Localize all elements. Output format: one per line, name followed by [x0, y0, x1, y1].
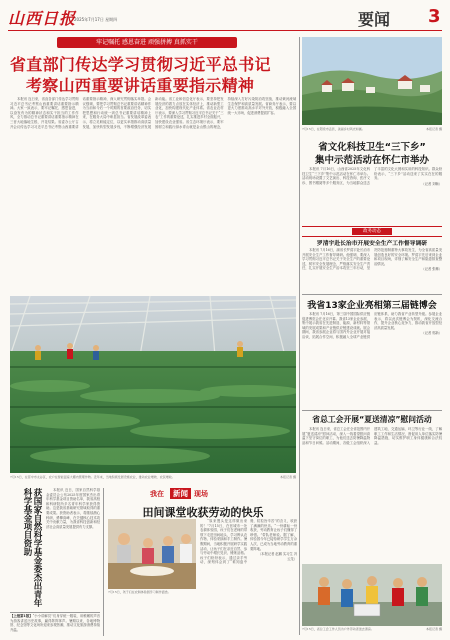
- story13-sign: （记者 郭新）: [421, 331, 442, 336]
- lead-body-text: 本报讯 连日来，省直各部门传达学习贯彻习近平总书记考察山西重要讲话重要指示精神。大家一致表示，要牢记嘱托、感恩奋进，以奋发有为的精神状态和实干担当的工作作风，全力推动总书记重要讲话重要指示精神在三晋大地落地生根、开花结果。省委办公厅召开会议传达学习习近平总书记考察山西重要讲话重要指示精神，深入研究贯彻落实举措。会议强调，要把学习贯彻总书记重要讲话精神作为当前和今后一个时期的首要政治任务，切实把思想和行动统一到总书记重要讲话精神上来，在服务大局中彰显担当。省发展改革委表示，将立足职能定位，以更实举措推动高质量发展，加快转型发展步伐，不断增强经济发展新动能。省工业和信息化厅表示，要坚持把发展经济的着力点放在实体经济上，推动新型工业化，加快构建现代化产业体系。省农业农村厅表示，要深入学习贯彻习近平总书记关于“三农”工作的重要论述，扎实推进乡村全面振兴，加快建设农业强省。省生态环境厅表示，要牢固树立和践行绿水青山就是金山银山的理念，持续深入打好污染防治攻坚战，推动黄河流域生态保护和高质量发展。省商务厅表示，要以更大力度推动高水平对外开放，积极融入全国统一大市场，促进消费提质扩容。: [10, 97, 296, 129]
- feature-sign: （本报记者 赵鹏 实习生 冯云龙）: [257, 552, 297, 561]
- science-fund-body-text: 本报讯 近日，国家自然科学基金委员会公布2025年度国家杰出青年科学基金项目资助名单，我省高校和科研院所多名青年科学家获得资助。这是我省基础研究领域取得的重要成果。获资助者表示，将继续潜心科研、勇攀高峰，在关键核心技术攻关中贡献力量，为我省科技创新和经济社会高质量发展提供有力支撑。: [46, 488, 100, 529]
- feature-badge-1: 我在: [150, 490, 164, 498]
- science-fund-title-text: 获国家自然科学基金委杰出青年科学基金项目资助: [22, 488, 42, 607]
- greenhouse-illustration: [10, 296, 296, 473]
- lead-photo-credit: 本报记者 摄: [280, 475, 296, 479]
- masthead-rule: [8, 30, 442, 31]
- feature-body-right: [200, 519, 297, 635]
- issue-date: 2025年7月17日 星期四: [74, 17, 118, 22]
- gov-body-text: 本报讯 7月16日，副省长罗清宇赴长治市开展安全生产工作督导调研。他强调，要深入学习贯彻习近平总书记关于安全生产的重要论述，树牢安全发展理念，严格落实安全生产责任，扎实开展安全生产治本攻坚三年行动，坚决防范遏制重特大事故发生，为全省高质量发展创造良好的安全环境。罗清宇先后来到企业和项目现场，详细了解安全生产和隐患排查整治情况。: [302, 248, 442, 271]
- union-title: 省总工会开展“夏送清凉”慰问活动: [312, 415, 432, 424]
- union-body-text: 本报讯 连日来，省总工会在全省范围内开展“夏送清凉”慰问活动，深入一线看望慰问高温下坚守岗位的职工，为他们送去防暑降温物品和节日问候。活动期间，各级工会组织深入建筑工地、交通运输、环卫等行业一线，了解职工工作和生活情况，督促用人单位落实防暑降温措施，切实维护职工身体健康和合法权益。: [302, 427, 442, 445]
- feature-photo-caption: 7月15日，孩子们在农耕体验园学习制作面食。: [108, 590, 171, 594]
- union-caption: [302, 627, 442, 635]
- lead-kicker: 牢记嘱托 感恩奋进 顽强拼搏 真抓实干: [57, 37, 237, 48]
- feature-badge: [150, 488, 260, 500]
- workers-illustration: [302, 564, 442, 626]
- sanxiaxiang-body: [302, 167, 442, 221]
- continued-note: [10, 614, 100, 636]
- column-divider: [299, 37, 300, 635]
- sanxiaxiang-title-line1: 省文化科技卫生“三下乡”: [318, 142, 426, 153]
- right-top-caption-text: 7月15日，在阳泉市盂县，美丽乡村风光如画。: [302, 127, 365, 131]
- gov-body: [302, 248, 442, 292]
- union-photo: [302, 564, 442, 626]
- right-divider-2: [302, 410, 442, 411]
- newspaper-logo: 山西日报: [8, 9, 77, 28]
- feature-photo: [108, 519, 196, 589]
- science-fund-title: [10, 488, 42, 608]
- lead-photo-caption-text: 7月15日，在晋中市太谷区，农户在智能温室大棚内管理作物。近年来，当地积极发展设施农业，推动农业增效、农民增收。: [10, 475, 175, 479]
- page-number: 3: [428, 6, 441, 27]
- left-vertical-divider: [103, 488, 104, 636]
- gov-tag-bar: [302, 226, 442, 237]
- right-top-caption: [302, 127, 442, 135]
- lead-title-line1: 省直部门传达学习贯彻习近平总书记: [10, 55, 271, 74]
- sanxiaxiang-title-line2: 集中示范活动在怀仁市举办: [314, 155, 429, 166]
- lead-photo-caption: [10, 475, 296, 484]
- lead-photo: [10, 296, 296, 473]
- science-fund-body: [46, 488, 100, 610]
- gov-title: 罗清宇赴长治市开展安全生产工作督导调研: [316, 241, 428, 247]
- union-body: [302, 427, 442, 561]
- feature-body-left: [108, 599, 196, 635]
- right-top-photo: [302, 37, 442, 125]
- union-caption-text: 7月15日，省总工会工作人员为户外劳动者送去清凉。: [302, 627, 374, 631]
- sanxiaxiang-sign: （记者 刘畅）: [421, 181, 442, 186]
- story13-body-text: 本报讯 7月16日，第三届中国国际供应链促进博览会在北京开幕。我省13家企业参展，集中展示我省在先进制造、能源、新材料等领域的发展成果和产业链供应链建设成就。展会期间，我省参展企业将与国内外企业开展对接洽谈，拓展合作空间，积极融入全球产业链供应链体系，助力我省产业转型升级。参展企业表示，将以此次链博会为契机，深化交流合作，提升企业核心竞争力，推动我省开放型经济高质量发展。: [302, 312, 442, 339]
- feature-body-text: “原来馒头是这样做出来的！”7月15日，在晋城市一处农耕体验园，孩子们在老师的带领下走进田间地头，学习辨认农作物、体验采摘和手工制作。暑假期间，当地积极开展研学实践活动，让孩子们在亲近自然、参与劳动中增长见识、锤炼品格。孩子们纷纷表示，通过亲手劳动，深刻体会到了“谁知盘中餐，粒粒皆辛苦”的含义，收获了满满的快乐。“一份耕耘一份收获，劳动教育让孩子们懂得了珍惜。”带队老师说。据了解，体验园今年已接待研学学生万余人次，已成为当地劳动教育的重要阵地。: [200, 519, 297, 565]
- story13-title: 我省13家企业亮相第三届链博会: [307, 301, 437, 311]
- section-name: 要闻: [358, 10, 391, 29]
- right-top-credit: 本报记者 摄: [426, 127, 442, 131]
- masthead: [8, 6, 442, 30]
- children-cooking-illustration: [108, 519, 196, 589]
- village-landscape-illustration: [302, 37, 442, 125]
- union-credit: 本报记者 摄: [426, 627, 442, 631]
- continued-note-title: 【上接第1版】: [10, 614, 33, 618]
- sanxiaxiang-body-text: 本报讯 7月16日，山西省2025年文化科技卫生“三下乡”集中示范活动在怀仁市举办。活动现场设置了文艺演出、科技咨询、医疗义诊、图书赠阅等多个服务区，为当地群众送去了丰富的文化大餐和实用的科技知识。群众纷纷表示，“三下乡”活动送来了实实在在的服务。: [302, 167, 442, 185]
- continued-note-body: “小小讲解员”们身穿统一服装，用稚嫩的声音为游客讲述历史故事，赢得阵阵掌声。暑期以来，各地博物馆、纪念馆等文化场所迎来参观热潮，推动文化旅游消费持续升温。: [10, 614, 100, 632]
- left-bottom-divider: [10, 612, 100, 613]
- right-divider-1: [302, 294, 442, 295]
- feature-badge-2: 新闻: [170, 488, 191, 499]
- feature-badge-3: 现场: [194, 490, 208, 498]
- story13-body: [302, 312, 442, 408]
- feature-title: 田间课堂收获劳动的快乐: [142, 506, 264, 519]
- lead-title-line2: 考察山西重要讲话重要指示精神: [26, 76, 255, 95]
- gov-sign: （记者 张琳）: [421, 267, 442, 272]
- gov-tag: 政务动态: [352, 228, 392, 235]
- lead-body: [10, 97, 296, 293]
